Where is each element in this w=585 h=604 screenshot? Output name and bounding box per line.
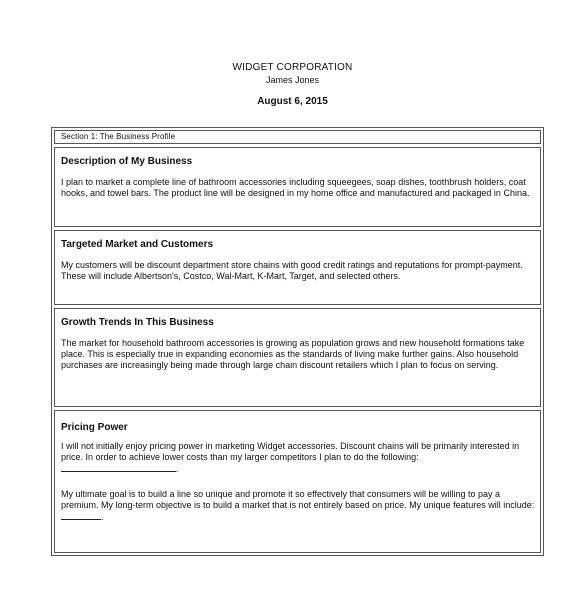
blank-suffix: . (176, 464, 179, 475)
section-header (54, 130, 541, 144)
pricing-paragraph-2-text: My ultimate goal is to build a line so unique and promote it so effectively that consumers will be willing to pay a premium. My long-term objective is to build a market that is not entirely based on price. My unique features will include: (61, 488, 535, 510)
pricing-paragraph-2 (61, 489, 536, 524)
section-targeted-market (54, 230, 541, 305)
section-body (61, 441, 536, 523)
section-header-label: Section 1: The Business Profile (61, 132, 176, 141)
section-title: Growth Trends In This Business (61, 317, 214, 328)
section-title: Description of My Business (61, 156, 193, 167)
section-body: The market for household bathroom accessories is growing as population grows and new household formations take place. This is especially true in expanding economies as the standards of living make further gains. Also household purchases are increasingly being made through large chain discount retailers which I plan to focus on serving. (61, 338, 525, 371)
section-body: I plan to market a complete line of bathroom accessories including squeegees, soap dishes, toothbrush holders, coat hooks, and towel bars. The product line will be designed in my home office and manufactured and packaged in China. (61, 177, 530, 199)
section-pricing-power (54, 410, 541, 553)
document-date: August 6, 2015 (257, 96, 328, 107)
blank-line (61, 463, 176, 472)
section-title: Targeted Market and Customers (61, 239, 214, 250)
pricing-paragraph-1: I will not initially enjoy pricing power in marketing Widget accessories. Discount chains will be primarily interested in price. In order to achieve lower costs than my larger competitors I plan to do the following: (61, 441, 520, 463)
document-header (0, 61, 585, 107)
blank-line (61, 511, 101, 520)
author-name: James Jones (265, 75, 320, 85)
section-body: My customers will be discount department store chains with good credit ratings and reputations for prompt-payment. These will include Albertson's, Costco, Wal-Mart, K-Mart, Target, and selected others. (61, 260, 523, 282)
section-growth-trends (54, 308, 541, 407)
section-description (54, 147, 541, 227)
fill-in-line-1 (61, 463, 536, 475)
blank-suffix: . (101, 512, 104, 523)
section-title: Pricing Power (61, 422, 128, 433)
company-name: WIDGET CORPORATION (232, 62, 353, 73)
